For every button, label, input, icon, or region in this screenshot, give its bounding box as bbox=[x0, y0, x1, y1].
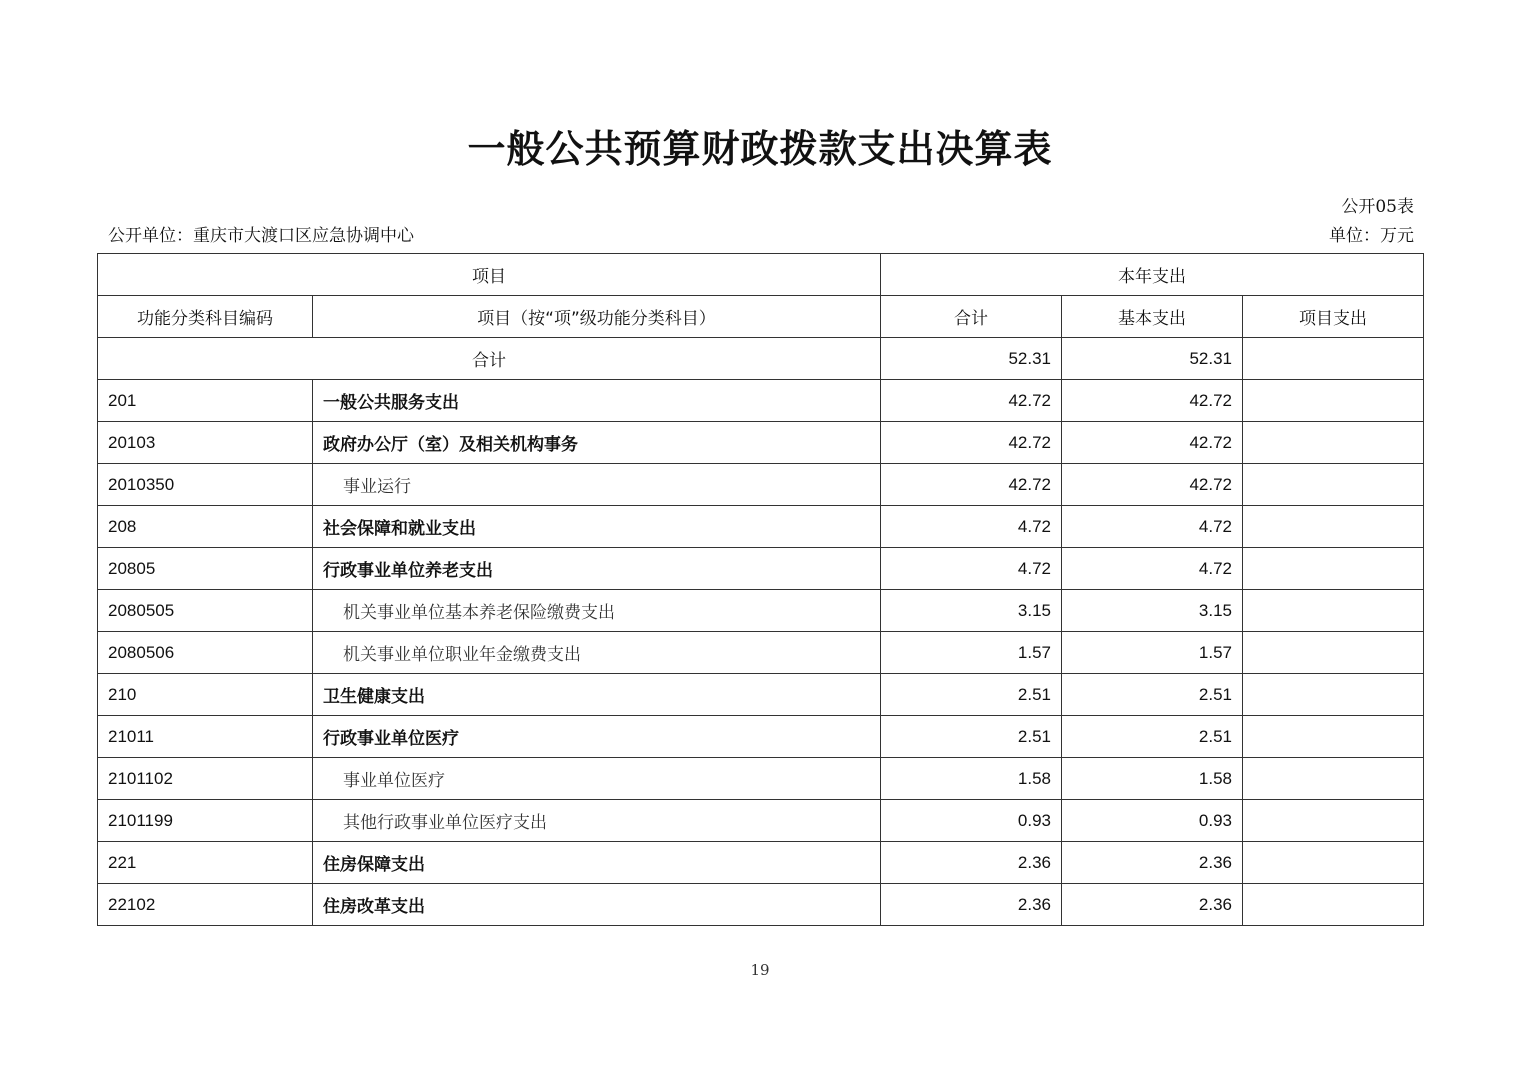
row-basic: 42.72 bbox=[1062, 464, 1243, 506]
row-total: 42.72 bbox=[881, 464, 1062, 506]
total-amount: 52.31 bbox=[881, 338, 1062, 380]
row-basic: 3.15 bbox=[1062, 590, 1243, 632]
table-row bbox=[98, 548, 1424, 590]
row-total: 4.72 bbox=[881, 506, 1062, 548]
unit-of-measure: 单位：万元 bbox=[1329, 226, 1414, 246]
row-code: 208 bbox=[98, 506, 313, 548]
row-code: 210 bbox=[98, 674, 313, 716]
row-project bbox=[1243, 758, 1424, 800]
row-basic: 4.72 bbox=[1062, 506, 1243, 548]
row-total: 2.36 bbox=[881, 884, 1062, 926]
row-name: 机关事业单位基本养老保险缴费支出 bbox=[313, 590, 881, 632]
page-title: 一般公共预算财政拨款支出决算表 bbox=[467, 127, 1053, 171]
total-basic: 52.31 bbox=[1062, 338, 1243, 380]
header-row-1 bbox=[98, 254, 1424, 296]
row-basic: 4.72 bbox=[1062, 548, 1243, 590]
table-row bbox=[98, 464, 1424, 506]
row-basic: 42.72 bbox=[1062, 380, 1243, 422]
row-total: 42.72 bbox=[881, 380, 1062, 422]
total-row bbox=[98, 338, 1424, 380]
row-code: 2101199 bbox=[98, 800, 313, 842]
form-number: 公开05表 bbox=[1341, 197, 1414, 217]
row-total: 2.36 bbox=[881, 842, 1062, 884]
row-name: 社会保障和就业支出 bbox=[313, 506, 881, 548]
table-row bbox=[98, 380, 1424, 422]
row-name: 行政事业单位养老支出 bbox=[313, 548, 881, 590]
row-basic: 1.57 bbox=[1062, 632, 1243, 674]
row-name: 住房保障支出 bbox=[313, 842, 881, 884]
header-total: 合计 bbox=[881, 296, 1062, 338]
row-project bbox=[1243, 506, 1424, 548]
row-project bbox=[1243, 464, 1424, 506]
row-code: 2101102 bbox=[98, 758, 313, 800]
table-row bbox=[98, 842, 1424, 884]
table-row bbox=[98, 674, 1424, 716]
row-code: 2010350 bbox=[98, 464, 313, 506]
total-label: 合计 bbox=[98, 338, 881, 380]
row-project bbox=[1243, 422, 1424, 464]
row-name: 机关事业单位职业年金缴费支出 bbox=[313, 632, 881, 674]
row-basic: 0.93 bbox=[1062, 800, 1243, 842]
row-project bbox=[1243, 674, 1424, 716]
row-code: 21011 bbox=[98, 716, 313, 758]
row-total: 1.57 bbox=[881, 632, 1062, 674]
table-row bbox=[98, 632, 1424, 674]
row-name: 事业运行 bbox=[313, 464, 881, 506]
table-row bbox=[98, 758, 1424, 800]
row-basic: 2.51 bbox=[1062, 674, 1243, 716]
row-code: 22102 bbox=[98, 884, 313, 926]
total-project bbox=[1243, 338, 1424, 380]
expenditure-table bbox=[97, 253, 1424, 926]
row-total: 2.51 bbox=[881, 674, 1062, 716]
row-total: 4.72 bbox=[881, 548, 1062, 590]
table-row bbox=[98, 506, 1424, 548]
row-name: 住房改革支出 bbox=[313, 884, 881, 926]
table-row bbox=[98, 884, 1424, 926]
page-number: 19 bbox=[750, 961, 770, 979]
row-project bbox=[1243, 716, 1424, 758]
header-item: 项目 bbox=[98, 254, 881, 296]
row-total: 42.72 bbox=[881, 422, 1062, 464]
table-row bbox=[98, 716, 1424, 758]
row-name: 政府办公厅（室）及相关机构事务 bbox=[313, 422, 881, 464]
row-project bbox=[1243, 800, 1424, 842]
row-name: 卫生健康支出 bbox=[313, 674, 881, 716]
row-code: 2080506 bbox=[98, 632, 313, 674]
table-row bbox=[98, 800, 1424, 842]
header-project: 项目支出 bbox=[1243, 296, 1424, 338]
row-code: 20103 bbox=[98, 422, 313, 464]
row-total: 3.15 bbox=[881, 590, 1062, 632]
header-basic: 基本支出 bbox=[1062, 296, 1243, 338]
header-item-desc: 项目（按“项”级功能分类科目） bbox=[313, 296, 881, 338]
row-project bbox=[1243, 590, 1424, 632]
row-code: 2080505 bbox=[98, 590, 313, 632]
row-project bbox=[1243, 842, 1424, 884]
row-total: 1.58 bbox=[881, 758, 1062, 800]
row-basic: 42.72 bbox=[1062, 422, 1243, 464]
row-name: 事业单位医疗 bbox=[313, 758, 881, 800]
header-current-year: 本年支出 bbox=[881, 254, 1424, 296]
row-code: 20805 bbox=[98, 548, 313, 590]
row-total: 2.51 bbox=[881, 716, 1062, 758]
row-total: 0.93 bbox=[881, 800, 1062, 842]
row-name: 行政事业单位医疗 bbox=[313, 716, 881, 758]
row-code: 201 bbox=[98, 380, 313, 422]
row-project bbox=[1243, 884, 1424, 926]
reporting-unit: 公开单位：重庆市大渡口区应急协调中心 bbox=[108, 226, 414, 246]
row-name: 一般公共服务支出 bbox=[313, 380, 881, 422]
row-project bbox=[1243, 632, 1424, 674]
row-basic: 2.36 bbox=[1062, 884, 1243, 926]
row-name: 其他行政事业单位医疗支出 bbox=[313, 800, 881, 842]
row-basic: 2.51 bbox=[1062, 716, 1243, 758]
row-project bbox=[1243, 380, 1424, 422]
row-project bbox=[1243, 548, 1424, 590]
header-code: 功能分类科目编码 bbox=[98, 296, 313, 338]
table-row bbox=[98, 422, 1424, 464]
header-row-2 bbox=[98, 296, 1424, 338]
row-basic: 2.36 bbox=[1062, 842, 1243, 884]
row-code: 221 bbox=[98, 842, 313, 884]
table-row bbox=[98, 590, 1424, 632]
row-basic: 1.58 bbox=[1062, 758, 1243, 800]
